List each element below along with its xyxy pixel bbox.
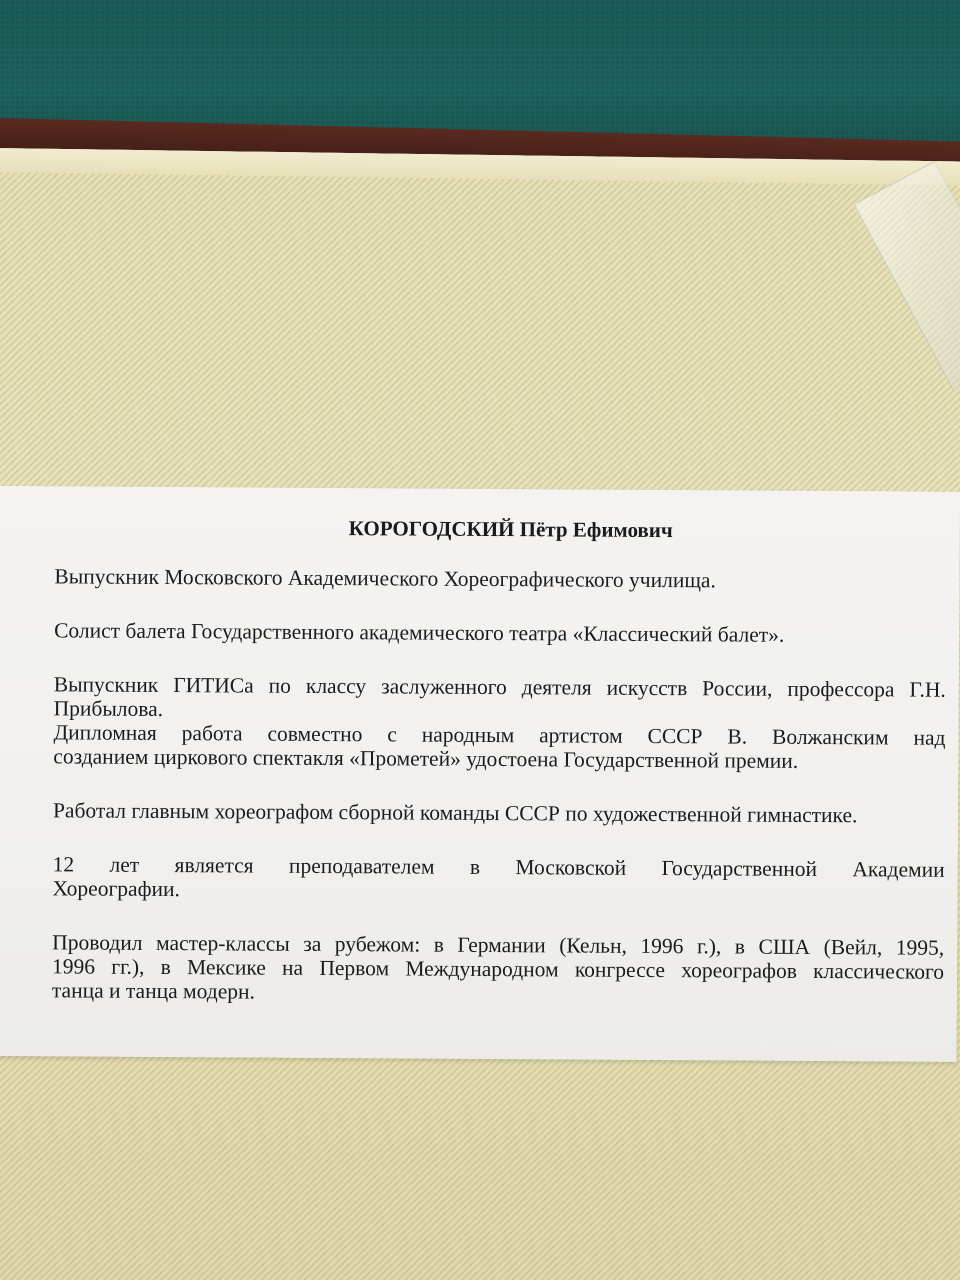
paragraph-teacher-line-2: Хореографии. — [52, 876, 181, 902]
paragraph-soloist: Солист балета Государственного академического театра «Классический балет». — [54, 618, 785, 647]
biography-text — [52, 514, 947, 1007]
paragraph-teacher-line-1: 12 лет является преподавателем в Московской Государственной Академии — [52, 852, 945, 882]
paragraph-diploma-line-1: Дипломная работа совместно с народным артистом СССР В. Волжанским над — [53, 720, 946, 750]
paragraph-gitis-line-1: Выпускник ГИТИСа по классу заслуженного деятеля искусств России, профессора Г.Н. — [53, 672, 946, 702]
biography-card — [0, 486, 960, 1062]
card-heading: КОРОГОДСКИЙ Пётр Ефимович — [348, 516, 673, 543]
paragraph-choreographer: Работал главным хореографом сборной команды СССР по художественной гимнастике. — [52, 798, 858, 828]
paragraph-masterclass-line-2: 1996 гг.), в Мексике на Первом Международном конгрессе хореографов классического — [51, 954, 945, 984]
paragraph-school: Выпускник Московского Академического Хореографического училища. — [54, 564, 716, 593]
paragraph-masterclass-line-3: танца и танца модерн. — [51, 978, 255, 1004]
paragraph-gitis-line-2: Прибылова. — [53, 696, 164, 722]
paragraph-masterclass-line-1: Проводил мастер-классы за рубежом: в Германии (Кельн, 1996 г.), в США (Вейл, 1995, — [52, 930, 945, 960]
paragraph-diploma-line-2: созданием циркового спектакля «Прометей» удостоена Государственной премии. — [53, 744, 799, 773]
